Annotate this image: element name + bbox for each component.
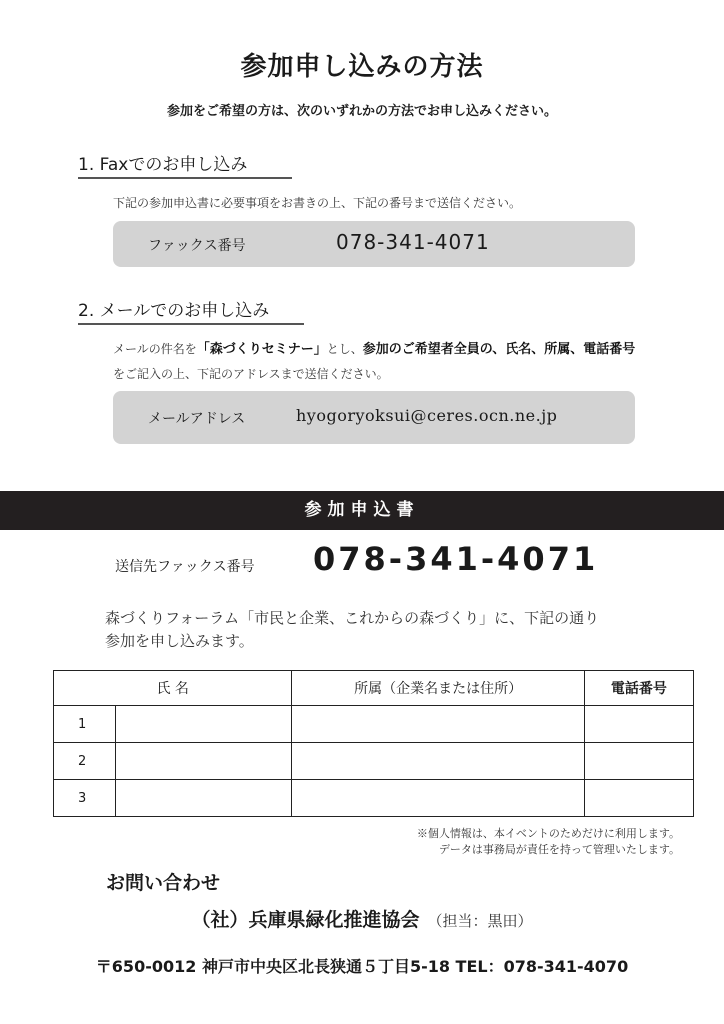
name-column-header: 氏 名	[54, 671, 292, 706]
email-section-description	[113, 337, 643, 386]
privacy-note-line2: データは事務局が責任を持って管理いたします。	[438, 843, 680, 856]
name-cell[interactable]	[116, 743, 292, 780]
affiliation-column-header: 所属（企業名または住所）	[292, 671, 584, 706]
name-cell[interactable]	[116, 706, 292, 743]
intro-text: 参加をご希望の方は、次のいずれかの方法でお申し込みください。	[166, 104, 557, 119]
send-fax-label: 送信先ファックス番号	[115, 559, 255, 575]
row-number: 1	[54, 706, 116, 743]
privacy-note	[340, 826, 680, 858]
table-header-row	[54, 671, 694, 706]
fax-section-heading: 1. Faxでのお申し込み	[78, 150, 292, 179]
phone-cell[interactable]	[584, 706, 693, 743]
email-desc-part1: メールの件名を	[113, 342, 197, 356]
table-row	[54, 780, 694, 817]
name-cell[interactable]	[116, 780, 292, 817]
email-section-heading: 2. メールでのお申し込み	[78, 296, 304, 325]
contact-heading: お問い合わせ	[106, 872, 221, 894]
email-address-label: メールアドレス	[148, 411, 246, 427]
fax-section-description: 下記の参加申込書に必要事項をお書きの上、下記の番号まで送信ください。	[113, 196, 522, 210]
contact-person: （担当：黒田）	[427, 912, 533, 930]
row-number: 3	[54, 780, 116, 817]
application-table	[53, 670, 694, 817]
email-desc-part3: をご記入の上、下記のアドレスまで送信ください。	[113, 367, 389, 381]
phone-cell[interactable]	[584, 780, 693, 817]
application-statement-line1: 森づくりフォーラム「市民と企業、これからの森づくり」に、下記の通り	[105, 609, 600, 627]
privacy-note-line1: ※個人情報は、本イベントのためだけに利用します。	[416, 827, 680, 840]
row-number: 2	[54, 743, 116, 780]
fax-number-value: 078-341-4071	[336, 230, 490, 254]
application-statement-line2: 参加を申し込みます。	[105, 632, 254, 650]
organization-name: （社）兵庫県緑化推進協会	[191, 909, 420, 931]
table-row	[54, 743, 694, 780]
table-row	[54, 706, 694, 743]
application-form-banner: 参加申込書	[0, 491, 724, 530]
email-address-box	[113, 391, 635, 444]
affiliation-cell[interactable]	[292, 743, 584, 780]
email-desc-required-fields: 参加のご希望者全員の、氏名、所属、電話番号	[362, 342, 636, 357]
email-desc-part2: とし、	[326, 342, 363, 356]
address-and-phone: 〒650-0012 神戸市中央区北長狭通５丁目5-18 TEL：078-341-4070	[95, 957, 629, 976]
phone-column-header: 電話番号	[584, 671, 693, 706]
application-statement	[105, 607, 665, 653]
send-fax-number: 078-341-4071	[313, 540, 599, 578]
email-address-value: hyogoryoksui@ceres.ocn.ne.jp	[296, 406, 558, 425]
email-desc-subject: 「森づくりセミナー」	[196, 342, 327, 357]
fax-number-label: ファックス番号	[148, 238, 246, 254]
affiliation-cell[interactable]	[292, 706, 584, 743]
page-title: 参加申し込みの方法	[240, 52, 484, 82]
phone-cell[interactable]	[584, 743, 693, 780]
affiliation-cell[interactable]	[292, 780, 584, 817]
organization-line	[0, 905, 724, 932]
fax-number-box	[113, 221, 635, 267]
